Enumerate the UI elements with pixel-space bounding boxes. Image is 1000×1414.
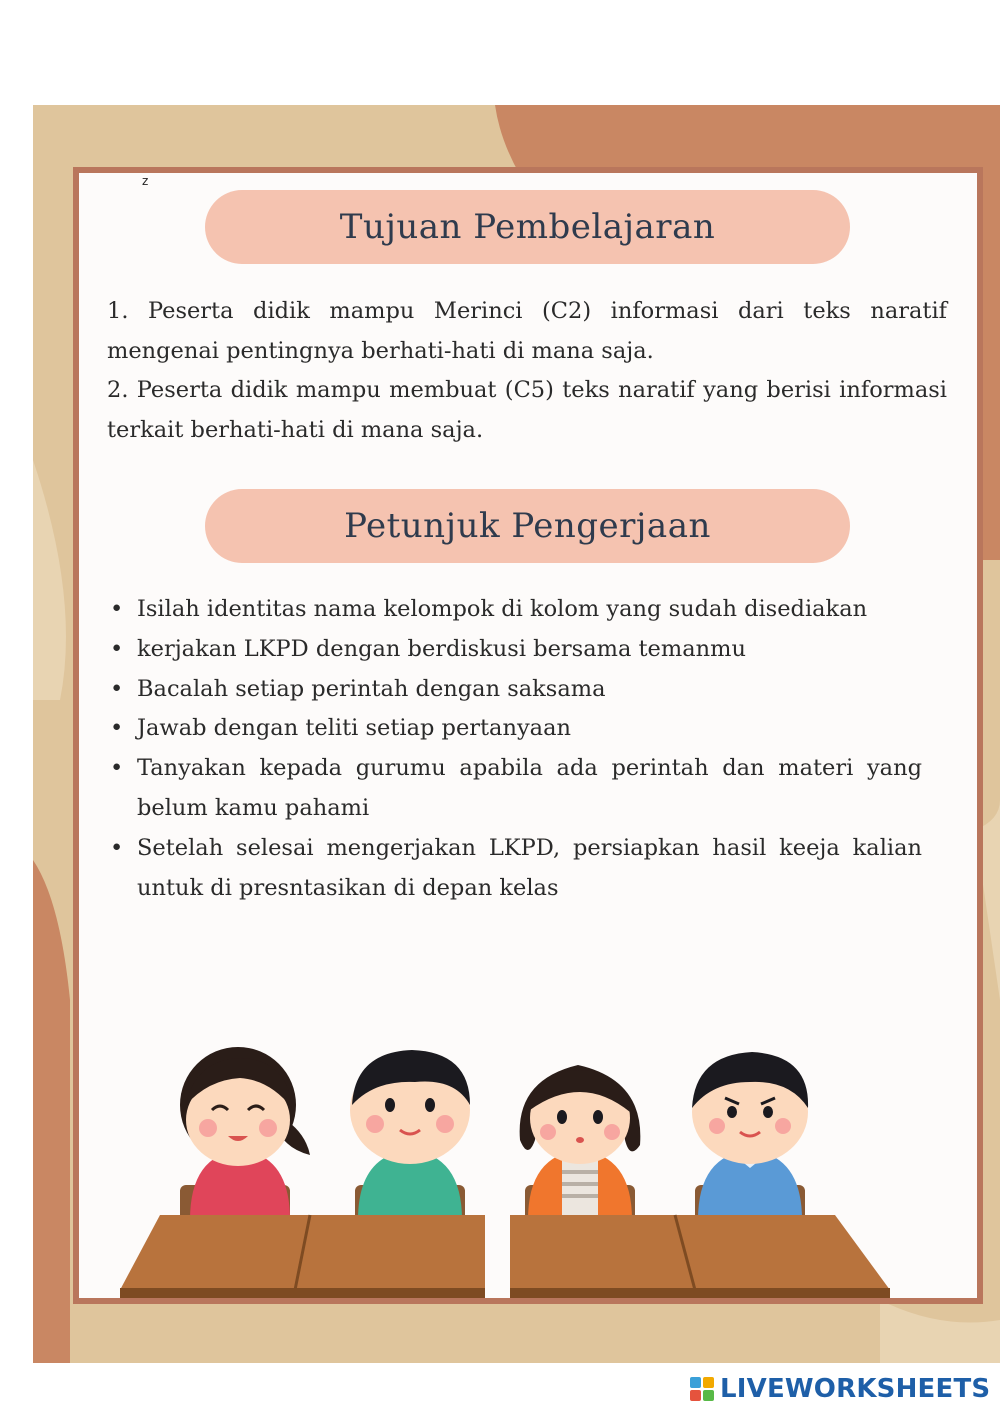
step-text: Setelah selesai mengerjakan LKPD, persiapkan hasil keeja kalian untuk di presntasikan di depan kelas xyxy=(137,834,922,901)
step-text: Tanyakan kepada gurumu apabila ada perintah dan materi yang belum kamu pahami xyxy=(137,755,922,821)
bullet-icon: • xyxy=(110,635,124,662)
step-item xyxy=(110,829,922,909)
brand-name: LIVEWORKSHEETS xyxy=(720,1374,991,1404)
step-item xyxy=(110,630,922,670)
desks xyxy=(120,1215,890,1298)
step-item xyxy=(110,590,922,630)
step-item xyxy=(110,709,922,749)
student-girl-orange xyxy=(520,1065,641,1220)
bullet-icon: • xyxy=(110,834,124,861)
bullet-icon: • xyxy=(110,755,124,782)
steps-list xyxy=(110,590,922,908)
bullet-icon: • xyxy=(110,596,124,622)
step-text: Bacalah setiap perintah dengan saksama xyxy=(137,675,606,702)
students-illustration xyxy=(100,1020,900,1300)
goal-item: 1. Peserta didik mampu Merinci (C2) informasi dari teks naratif mengenai pentingnya berhati-hati di mana saja. xyxy=(107,298,947,364)
liveworksheets-logo-icon xyxy=(690,1377,714,1401)
goal-item: 2. Peserta didik mampu membuat (C5) teks naratif yang berisi informasi terkait berhati-hati di mana saja. xyxy=(107,377,947,443)
step-item xyxy=(110,670,922,710)
goals-heading: Tujuan Pembelajaran xyxy=(339,207,716,247)
student-boy-blue xyxy=(692,1052,808,1220)
bullet-icon: • xyxy=(110,715,124,742)
student-girl-red xyxy=(180,1047,310,1220)
step-text: Jawab dengan teliti setiap pertanyaan xyxy=(137,715,571,742)
goals-list xyxy=(107,292,947,450)
page-marker: z xyxy=(142,174,149,188)
steps-heading: Petunjuk Pengerjaan xyxy=(344,506,711,546)
step-text: kerjakan LKPD dengan berdiskusi bersama temanmu xyxy=(137,635,746,662)
step-item xyxy=(110,749,922,829)
student-boy-green xyxy=(350,1050,470,1220)
steps-heading-banner xyxy=(205,489,850,563)
step-text: Isilah identitas nama kelompok di kolom yang sudah disediakan xyxy=(137,596,868,622)
bullet-icon: • xyxy=(110,675,124,702)
goals-heading-banner xyxy=(205,190,850,264)
liveworksheets-logo xyxy=(690,1374,990,1404)
